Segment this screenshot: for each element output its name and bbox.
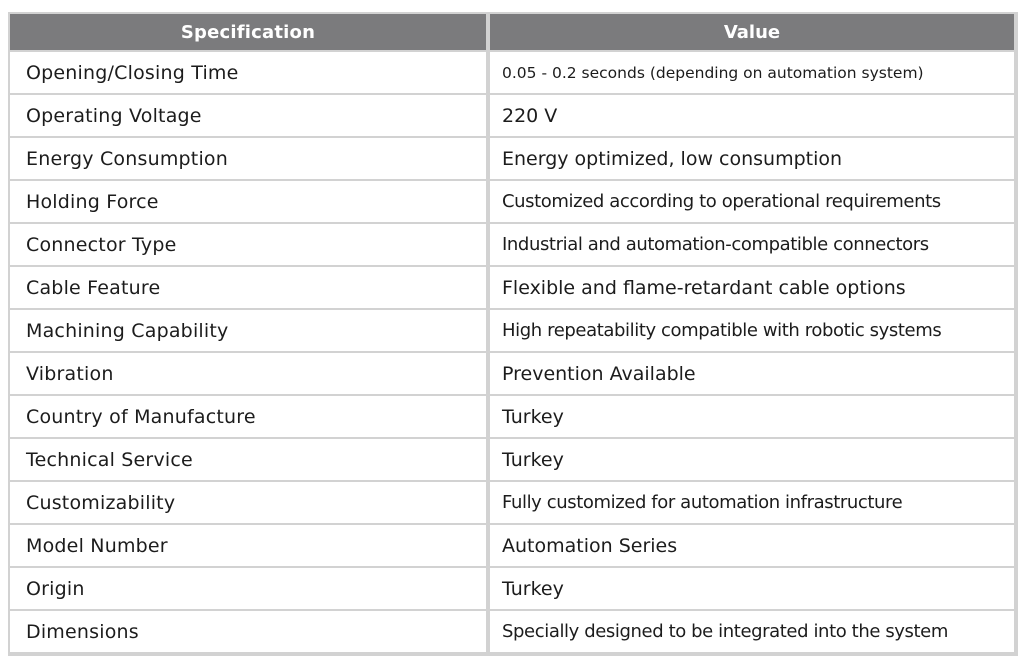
spec-cell: Energy Consumption <box>10 138 486 179</box>
value-cell: 0.05 - 0.2 seconds (depending on automation system) <box>490 52 1014 93</box>
table-row <box>10 52 1018 93</box>
spec-cell: Origin <box>10 568 486 609</box>
value-cell: Energy optimized, low consumption <box>490 138 1014 179</box>
value-cell: Prevention Available <box>490 353 1014 394</box>
column-header-value: Value <box>490 14 1014 50</box>
value-cell: Turkey <box>490 396 1014 437</box>
column-header-specification: Specification <box>10 14 486 50</box>
table-row <box>10 611 1018 652</box>
table-row <box>10 439 1018 480</box>
table-row <box>10 310 1018 351</box>
spec-cell: Customizability <box>10 482 486 523</box>
spec-cell: Operating Voltage <box>10 95 486 136</box>
spec-cell: Holding Force <box>10 181 486 222</box>
value-cell: Customized according to operational requirements <box>490 181 1014 222</box>
value-cell: High repeatability compatible with robotic systems <box>490 310 1014 351</box>
specification-table <box>8 12 1018 656</box>
table-row <box>10 224 1018 265</box>
table-row <box>10 181 1018 222</box>
spec-cell: Machining Capability <box>10 310 486 351</box>
table-row <box>10 482 1018 523</box>
value-cell: Turkey <box>490 568 1014 609</box>
value-cell: Specially designed to be integrated into the system <box>490 611 1014 652</box>
table-row <box>10 525 1018 566</box>
spec-cell: Country of Manufacture <box>10 396 486 437</box>
table-row <box>10 138 1018 179</box>
value-cell: Flexible and flame-retardant cable options <box>490 267 1014 308</box>
table-row <box>10 396 1018 437</box>
value-cell: Turkey <box>490 439 1014 480</box>
spec-cell: Cable Feature <box>10 267 486 308</box>
value-cell: Fully customized for automation infrastructure <box>490 482 1014 523</box>
table-row <box>10 568 1018 609</box>
spec-cell: Connector Type <box>10 224 486 265</box>
table-header-row <box>10 14 1018 50</box>
spec-cell: Model Number <box>10 525 486 566</box>
spec-cell: Vibration <box>10 353 486 394</box>
spec-cell: Dimensions <box>10 611 486 652</box>
spec-cell: Opening/Closing Time <box>10 52 486 93</box>
value-cell: 220 V <box>490 95 1014 136</box>
table-row <box>10 95 1018 136</box>
table-row <box>10 267 1018 308</box>
spec-cell: Technical Service <box>10 439 486 480</box>
table-row <box>10 353 1018 394</box>
value-cell: Industrial and automation-compatible connectors <box>490 224 1014 265</box>
value-cell: Automation Series <box>490 525 1014 566</box>
